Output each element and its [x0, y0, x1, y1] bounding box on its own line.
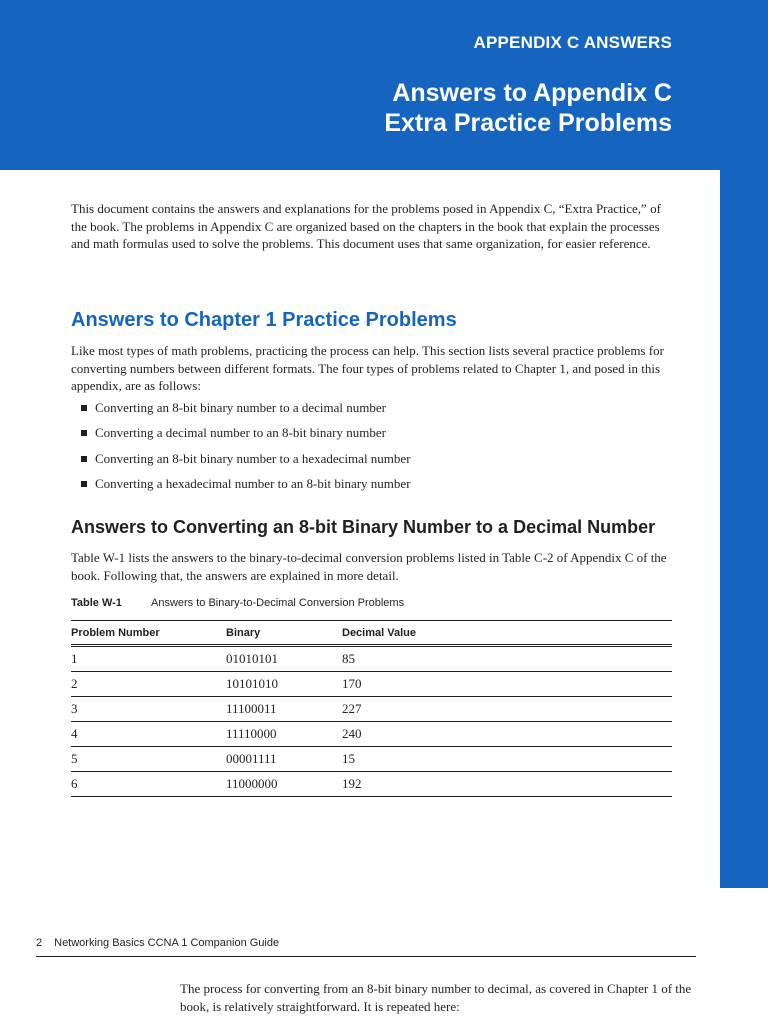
section2-paragraph: Table W-1 lists the answers to the binary-to-decimal conversion problems listed in Table C-2 of Appendix C of the book. Following that, the answers are explained in more detail.: [71, 550, 667, 583]
list-item-text: Converting a hexadecimal number to an 8-bit binary number: [95, 475, 411, 491]
problem-types-list: [81, 400, 411, 501]
list-item: [81, 400, 411, 425]
cell-problem-number: 5: [71, 747, 226, 772]
list-item-text: Converting a decimal number to an 8-bit binary number: [95, 425, 386, 441]
cell-decimal-value: 170: [342, 672, 672, 697]
cell-decimal-value: 192: [342, 772, 672, 797]
intro-paragraph: This document contains the answers and explanations for the problems posed in Appendix C, “Extra Practice,” of the book. The problems in Appendix C are organized based on the chapters in the book that explain the processes and math formulas used to solve the problems. This document uses that same organization, for easier reference.: [71, 201, 661, 251]
cell-decimal-value: 227: [342, 697, 672, 722]
cell-binary: 01010101: [226, 646, 342, 672]
cell-decimal-value: 15: [342, 747, 672, 772]
section-heading-binary-to-decimal: Answers to Converting an 8-bit Binary Number to a Decimal Number: [71, 517, 656, 537]
square-bullet-icon: [81, 456, 87, 462]
cell-problem-number: 4: [71, 722, 226, 747]
list-item-text: Converting an 8-bit binary number to a hexadecimal number: [95, 450, 411, 466]
table-row: [71, 646, 672, 672]
cell-binary: 11110000: [226, 722, 342, 747]
table-caption-title: Answers to Binary-to-Decimal Conversion Problems: [151, 597, 405, 609]
section-heading-chapter1: Answers to Chapter 1 Practice Problems: [71, 309, 457, 331]
cell-problem-number: 3: [71, 697, 226, 722]
page-footer: [36, 937, 279, 949]
table-row: [71, 672, 672, 697]
table-row: [71, 747, 672, 772]
book-title: Networking Basics CCNA 1 Companion Guide: [54, 937, 280, 949]
square-bullet-icon: [81, 481, 87, 487]
list-item: [81, 451, 411, 476]
list-item: [81, 476, 411, 501]
cell-problem-number: 6: [71, 772, 226, 797]
cell-binary: 11100011: [226, 697, 342, 722]
page-title-line-2: Extra Practice Problems: [384, 109, 672, 137]
square-bullet-icon: [81, 405, 87, 411]
cell-binary: 10101010: [226, 672, 342, 697]
cell-problem-number: 1: [71, 646, 226, 672]
table-row: [71, 722, 672, 747]
answers-table: [71, 620, 672, 797]
cell-problem-number: 2: [71, 672, 226, 697]
table-caption-number: Table W-1: [71, 597, 122, 609]
square-bullet-icon: [81, 430, 87, 436]
list-item-text: Converting an 8-bit binary number to a decimal number: [95, 400, 386, 415]
table-caption: [71, 597, 404, 609]
footer-divider: [36, 956, 696, 957]
next-page-paragraph: The process for converting from an 8-bit binary number to decimal, as covered in Chapter 1 of the book, is relatively straightforward. It is repeated here:: [180, 981, 692, 1014]
cell-decimal-value: 85: [342, 646, 672, 672]
cell-binary: 11000000: [226, 772, 342, 797]
table-row: [71, 772, 672, 797]
section1-paragraph: Like most types of math problems, practicing the process can help. This section lists several practice problems for converting numbers between different formats. The four types of problems related to Chapter 1, and posed in this appendix, are as follows:: [71, 343, 664, 393]
column-header-problem-number: Problem Number: [71, 621, 226, 646]
cell-binary: 00001111: [226, 747, 342, 772]
list-item: [81, 425, 411, 450]
page-number: 2: [36, 937, 43, 949]
appendix-label: APPENDIX C ANSWERS: [473, 33, 672, 52]
cell-decimal-value: 240: [342, 722, 672, 747]
table-row: [71, 697, 672, 722]
column-header-binary: Binary: [226, 621, 342, 646]
side-color-band: [720, 170, 768, 888]
page-title: [384, 78, 672, 138]
table-header-row: [71, 621, 672, 646]
page-title-line-1: Answers to Appendix C: [392, 79, 672, 107]
column-header-decimal-value: Decimal Value: [342, 621, 672, 646]
